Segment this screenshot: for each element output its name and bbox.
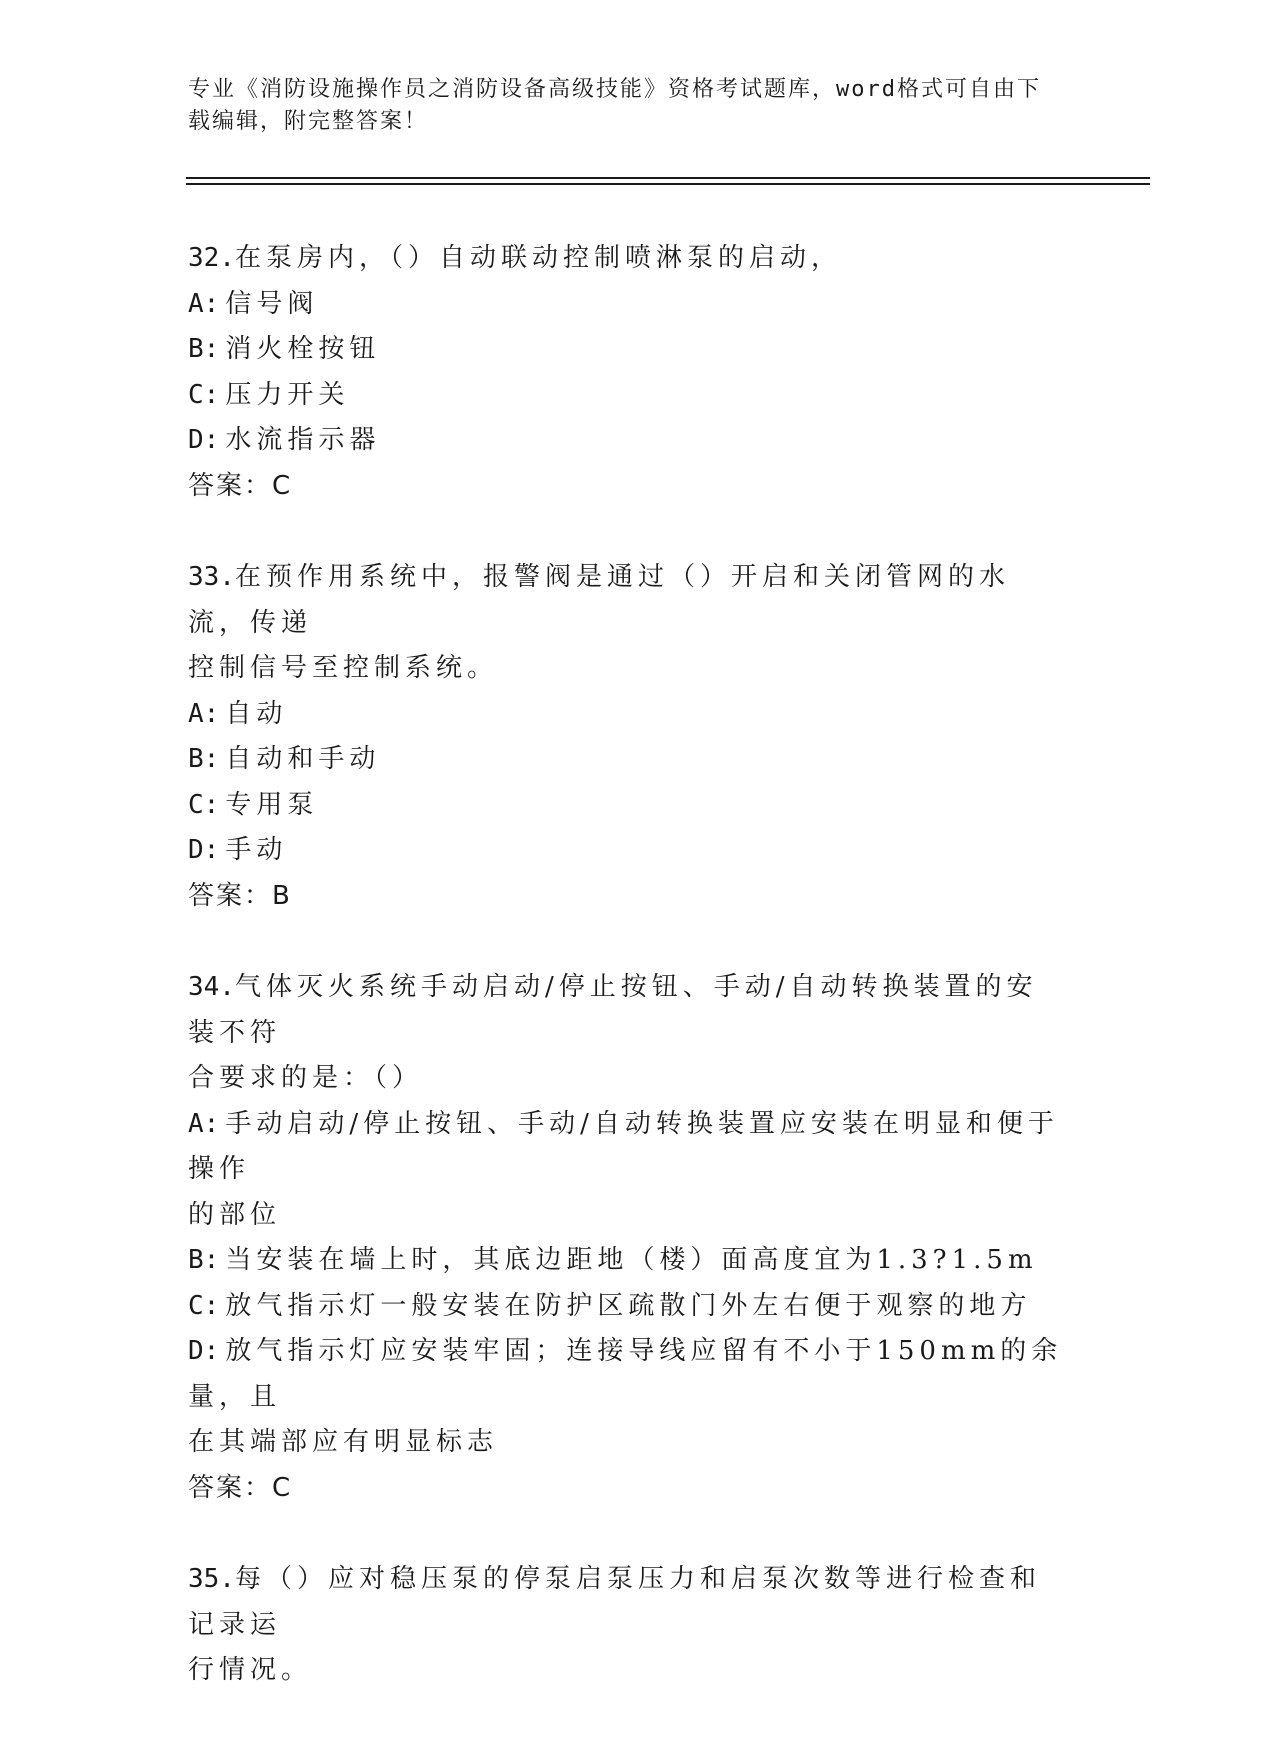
option-b	[188, 327, 1068, 373]
question-list	[188, 236, 1068, 1740]
option-b	[188, 737, 1068, 783]
question-number: 34.	[188, 972, 235, 1002]
option-text: 专用泵	[225, 789, 319, 820]
option-text: 水流指示器	[225, 425, 381, 455]
option-letter: D:	[188, 835, 220, 865]
option-letter: B:	[188, 744, 220, 774]
option-b	[188, 1238, 1068, 1284]
question-stem-text: 在预作用系统中，报警阀是通过（）开启和关闭管网的水流，传递	[188, 562, 1010, 638]
question-stem	[188, 555, 1068, 646]
option-letter: A:	[188, 288, 220, 319]
option-text: 压力开关	[225, 379, 350, 410]
question-stem	[188, 1557, 1068, 1648]
question-stem-continued: 合要求的是：（）	[188, 1063, 424, 1093]
header-line-1: 专业《消防设施操作员之消防设备高级技能》资格考试题库，word格式可自由下	[188, 77, 1041, 102]
option-letter: C:	[188, 1290, 220, 1321]
option-letter: B:	[188, 334, 220, 364]
header-line-2: 载编辑，附完整答案！	[188, 109, 429, 134]
option-d	[188, 828, 1068, 874]
option-c	[188, 783, 1068, 829]
option-d-continued: 在其端部应有明显标志	[188, 1427, 499, 1457]
question-stem	[188, 965, 1068, 1056]
option-a	[188, 282, 1068, 328]
option-text: 自动	[225, 698, 288, 729]
question-number: 32.	[188, 243, 235, 273]
question-stem-continued: 控制信号至控制系统。	[188, 653, 499, 683]
question-stem-text: 每（）应对稳压泵的停泵启泵压力和启泵次数等进行检查和记录运	[188, 1564, 1041, 1640]
question-stem-text: 气体灭火系统手动启动/停止按钮、手动/自动转换装置的安装不符	[188, 972, 1038, 1048]
question-34	[188, 965, 1068, 1511]
header-divider-top	[186, 177, 1150, 179]
option-a-continued: 的部位	[188, 1199, 282, 1230]
question-number: 33.	[188, 562, 235, 592]
option-text: 信号阀	[225, 288, 319, 319]
option-a	[188, 692, 1068, 738]
option-d	[188, 418, 1068, 464]
question-32	[188, 236, 1068, 509]
option-letter: A:	[188, 1108, 220, 1139]
answer-line: 答案：B	[188, 880, 292, 911]
option-text: 手动	[225, 835, 288, 865]
option-text: 消火栓按钮	[225, 334, 381, 364]
option-a	[188, 1102, 1068, 1193]
question-stem	[188, 236, 1068, 282]
option-letter: D:	[188, 425, 220, 455]
question-35	[188, 1557, 1068, 1694]
option-letter: B:	[188, 1245, 220, 1275]
option-c	[188, 373, 1068, 419]
option-letter: D:	[188, 1336, 220, 1366]
option-text: 放气指示灯一般安装在防护区疏散门外左右便于观察的地方	[225, 1290, 1032, 1321]
option-d	[188, 1329, 1068, 1420]
option-letter: C:	[188, 789, 220, 820]
option-letter: C:	[188, 379, 220, 410]
header-divider-bottom	[186, 183, 1150, 185]
option-text: 放气指示灯应安装牢固；连接导线应留有不小于150mm的余量，且	[188, 1336, 1063, 1412]
option-text: 自动和手动	[225, 744, 381, 774]
question-stem-continued: 行情况。	[188, 1655, 313, 1685]
option-text: 当安装在墙上时，其底边距地（楼）面高度宜为1.3?1.5m	[225, 1245, 1038, 1275]
option-letter: A:	[188, 698, 220, 729]
answer-line: 答案：C	[188, 1472, 293, 1503]
option-c	[188, 1284, 1068, 1330]
question-33	[188, 555, 1068, 919]
document-header	[188, 74, 1068, 138]
option-text: 手动启动/停止按钮、手动/自动转换装置应安装在明显和便于操作	[188, 1108, 1059, 1184]
question-stem-text: 在泵房内，（）自动联动控制喷淋泵的启动，	[234, 243, 842, 273]
question-number: 35.	[188, 1564, 235, 1594]
answer-line: 答案：C	[188, 470, 293, 501]
